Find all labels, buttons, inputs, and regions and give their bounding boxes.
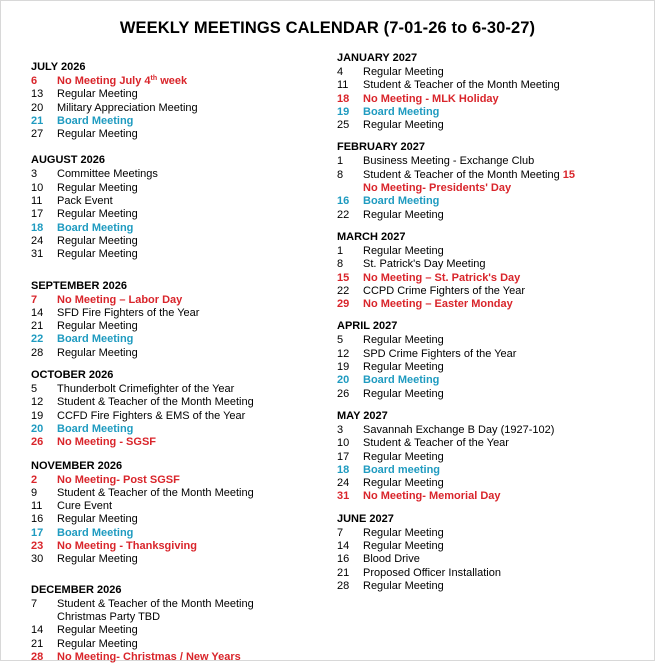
entry-day: 19 <box>31 409 44 422</box>
calendar-entry <box>31 333 331 346</box>
entry-day: 6 <box>31 75 38 87</box>
entry-text-main: Regular Meeting <box>57 320 138 333</box>
month-heading: SEPTEMBER 2026 <box>31 279 127 292</box>
entry-text-main: No Meeting July 4 <box>57 75 151 87</box>
entry-text <box>363 66 647 79</box>
calendar-entry <box>337 66 647 79</box>
calendar-entry <box>337 334 647 347</box>
calendar-entry <box>337 437 647 450</box>
month-heading: FEBRUARY 2027 <box>337 141 426 154</box>
month-heading: AUGUST 2026 <box>31 154 105 167</box>
calendar-entry <box>31 195 331 208</box>
calendar-entry <box>31 294 331 307</box>
entry-day: 16 <box>31 513 44 526</box>
entry-day: 12 <box>337 347 350 360</box>
month-heading: JUNE 2027 <box>337 512 394 525</box>
entry-text-main: Regular Meeting <box>57 248 138 261</box>
calendar-entry <box>337 388 647 401</box>
calendar-entry <box>31 168 331 181</box>
entry-text-main: Regular Meeting <box>57 513 138 526</box>
calendar-entry <box>337 155 647 168</box>
entry-text-main: Regular Meeting <box>363 387 444 400</box>
calendar-entry <box>31 248 331 261</box>
entry-day: 26 <box>337 387 350 400</box>
entry-day: 24 <box>31 234 44 247</box>
month-block-december-2026 <box>31 584 331 664</box>
entry-day: 13 <box>31 88 44 101</box>
entry-day: 17 <box>31 526 44 539</box>
entry-text <box>57 320 331 333</box>
entry-day: 27 <box>31 128 44 141</box>
entry-text-main: No Meeting - SGSF <box>57 436 156 449</box>
entry-text-main: Regular Meeting <box>57 234 138 247</box>
entry-text <box>363 490 647 503</box>
entry-text-main: SPD Crime Fighters of the Year <box>363 347 517 360</box>
entry-text <box>363 169 647 182</box>
calendar-entry <box>337 374 647 387</box>
entry-text <box>57 513 331 526</box>
entry-day: 11 <box>31 195 43 208</box>
month-heading: MARCH 2027 <box>337 230 406 243</box>
calendar-entry <box>337 245 647 258</box>
entry-text-main: No Meeting – Easter Monday <box>363 298 513 311</box>
entry-text-main: Board meeting <box>363 463 441 476</box>
entry-text-main: Regular Meeting <box>363 450 444 463</box>
entry-text <box>363 79 647 92</box>
calendar-entry <box>337 361 647 374</box>
entry-text <box>363 437 647 450</box>
entry-text <box>363 195 647 208</box>
entry-text-main: Savannah Exchange B Day (1927-102) <box>363 423 555 436</box>
calendar-entry <box>31 208 331 221</box>
entry-text <box>57 474 331 487</box>
entry-text <box>363 424 647 437</box>
entry-day: 11 <box>31 500 43 513</box>
entry-text <box>363 348 647 361</box>
entry-day: 7 <box>337 526 344 539</box>
entry-text-main: Board Meeting <box>57 221 134 234</box>
entry-day: 14 <box>31 306 44 319</box>
entry-text-main: Regular Meeting <box>363 208 444 221</box>
entry-text <box>57 294 331 307</box>
entry-text-main: No Meeting- Christmas / New Years <box>57 650 241 663</box>
entry-day: 22 <box>337 284 350 297</box>
entry-day: 22 <box>31 333 44 346</box>
ordinal-suffix: th <box>150 75 158 82</box>
entry-day: 20 <box>31 101 44 114</box>
calendar-entry <box>31 651 331 664</box>
month-heading: JANUARY 2027 <box>337 52 418 64</box>
entry-text-main: Thunderbolt Crimefighter of the Year <box>57 383 235 396</box>
entry-day: 4 <box>337 66 344 78</box>
calendar-entry <box>337 272 647 285</box>
entry-day: 7 <box>31 597 38 610</box>
calendar-entry <box>337 553 647 566</box>
calendar-entry <box>31 102 331 115</box>
calendar-entry <box>31 423 331 436</box>
entry-text-main: Student & Teacher of the Year <box>363 437 509 450</box>
entry-text-main: Committee Meetings <box>57 168 158 181</box>
entry-day: 23 <box>31 540 44 553</box>
calendar-entry <box>337 285 647 298</box>
entry-text-main: SFD Fire Fighters of the Year <box>57 306 200 319</box>
month-block-july-2026 <box>31 61 331 141</box>
entry-text <box>57 487 331 500</box>
entry-text-main: Regular Meeting <box>57 208 138 221</box>
entry-text <box>57 638 331 651</box>
month-block-june-2027 <box>337 513 647 593</box>
entry-text <box>57 235 331 248</box>
month-block-march-2027 <box>337 231 647 311</box>
calendar-entry <box>31 410 331 423</box>
entry-day: 21 <box>31 114 44 127</box>
calendar-entry <box>31 436 331 449</box>
calendar-entry <box>337 540 647 553</box>
month-heading: DECEMBER 2026 <box>31 583 122 596</box>
entry-text-main: Regular Meeting <box>363 540 444 553</box>
entry-text-main: Regular Meeting <box>363 477 444 490</box>
entry-text <box>363 527 647 540</box>
entry-text-main: Student & Teacher of the Month Meeting <box>57 597 254 610</box>
entry-text <box>57 540 331 553</box>
entry-text-main: Board Meeting <box>363 195 440 208</box>
entry-day: 8 <box>337 258 344 271</box>
entry-day: 18 <box>337 463 350 476</box>
month-block-october-2026 <box>31 369 331 449</box>
calendar-entry <box>31 474 331 487</box>
entry-text-main: Regular Meeting <box>57 181 138 194</box>
entry-text-main: Board Meeting <box>363 374 440 387</box>
month-heading: NOVEMBER 2026 <box>31 459 123 472</box>
calendar-entry <box>337 93 647 106</box>
entry-day: 20 <box>337 374 350 387</box>
entry-text-main: No Meeting – St. Patrick's Day <box>363 271 521 284</box>
calendar-entry <box>31 624 331 637</box>
month-block-november-2026 <box>31 460 331 567</box>
calendar-entry <box>337 348 647 361</box>
calendar-entry <box>337 169 647 182</box>
calendar-entry <box>337 298 647 311</box>
entry-text-main: Student & Teacher of the Month Meeting <box>57 396 254 409</box>
entry-day: 14 <box>31 624 44 637</box>
entry-text <box>363 106 647 119</box>
calendar-entry <box>31 347 331 360</box>
entry-text <box>363 464 647 477</box>
calendar-entry <box>31 638 331 651</box>
entry-text-main: Regular Meeting <box>363 119 444 132</box>
entry-day: 18 <box>31 221 44 234</box>
calendar-entry <box>31 553 331 566</box>
entry-day: 5 <box>337 334 344 347</box>
month-heading: JULY 2026 <box>31 61 86 73</box>
entry-text-main: Regular Meeting <box>57 88 138 101</box>
entry-text-main: Regular Meeting <box>363 579 444 592</box>
calendar-entry <box>31 500 331 513</box>
entry-day: 1 <box>337 155 344 168</box>
entry-text <box>57 115 331 128</box>
entry-day: 5 <box>31 383 38 396</box>
right-column <box>337 52 647 593</box>
entry-text-main: Regular Meeting <box>57 128 138 141</box>
calendar-entry <box>31 320 331 333</box>
entry-text-main: No Meeting – Labor Day <box>57 293 183 306</box>
month-block-april-2027 <box>337 320 647 400</box>
entry-day: 14 <box>337 540 350 553</box>
calendar-entry <box>31 487 331 500</box>
entry-text-main: Board Meeting <box>57 333 134 346</box>
month-block-august-2026 <box>31 154 331 261</box>
entry-day: 19 <box>337 361 350 374</box>
calendar-entry <box>31 88 331 101</box>
entry-text-main: No Meeting- Post SGSF <box>57 473 180 486</box>
entry-text-main: Blood Drive <box>363 553 420 566</box>
entry-text <box>57 168 331 181</box>
calendar-entry <box>31 513 331 526</box>
entry-text-main: No Meeting - MLK Holiday <box>363 92 499 105</box>
entry-text-main: Student & Teacher of the Month Meeting <box>363 168 563 181</box>
calendar-entry <box>31 383 331 396</box>
calendar-entry <box>31 527 331 540</box>
entry-text <box>57 500 331 513</box>
calendar-entry <box>337 209 647 222</box>
entry-text <box>57 624 331 637</box>
entry-day: 28 <box>337 579 350 592</box>
left-column <box>31 61 331 664</box>
entry-text <box>57 333 331 346</box>
entry-text-main: Regular Meeting <box>57 624 138 637</box>
entry-day-inline: 15 <box>562 168 576 181</box>
entry-day: 31 <box>337 490 350 503</box>
calendar-entry <box>31 598 331 611</box>
entry-day: 8 <box>337 168 344 181</box>
entry-text <box>57 436 331 449</box>
entry-text-main: Military Appreciation Meeting <box>57 101 198 114</box>
entry-text <box>363 567 647 580</box>
calendar-entry <box>31 307 331 320</box>
entry-text <box>57 347 331 360</box>
entry-text <box>57 248 331 261</box>
entry-day: 20 <box>31 422 44 435</box>
entry-day: 24 <box>337 477 350 490</box>
entry-day: 25 <box>337 119 350 132</box>
calendar-entry <box>31 75 331 88</box>
month-heading: MAY 2027 <box>337 409 388 422</box>
entry-day: 16 <box>337 195 350 208</box>
calendar-entry <box>337 258 647 271</box>
calendar-entry <box>337 567 647 580</box>
entry-continuation-no-meeting: No Meeting- Presidents' Day <box>363 182 512 195</box>
entry-text <box>57 423 331 436</box>
entry-text <box>57 88 331 101</box>
calendar-entry <box>31 128 331 141</box>
entry-text <box>363 374 647 387</box>
entry-text-main: Board Meeting <box>57 114 134 127</box>
entry-text <box>363 155 647 168</box>
entry-text <box>57 182 331 195</box>
entry-text-main: Student & Teacher of the Month Meeting <box>363 79 560 92</box>
calendar-entry <box>31 222 331 235</box>
calendar-entry <box>31 182 331 195</box>
entry-text <box>57 383 331 396</box>
entry-text <box>57 75 331 88</box>
entry-text-main: No Meeting- Memorial Day <box>363 490 501 503</box>
entry-day: 17 <box>337 450 350 463</box>
entry-text-main: Cure Event <box>57 500 113 513</box>
calendar-entry <box>337 119 647 132</box>
entry-text <box>57 598 331 611</box>
entry-day: 9 <box>31 486 38 499</box>
month-block-february-2027 <box>337 141 647 221</box>
entry-day: 18 <box>337 92 350 105</box>
entry-day: 26 <box>31 436 44 449</box>
entry-text-main: St. Patrick's Day Meeting <box>363 258 486 271</box>
entry-text-main: Regular Meeting <box>363 244 444 257</box>
entry-text-main: CCFD Fire Fighters & EMS of the Year <box>57 409 246 422</box>
entry-text <box>57 128 331 141</box>
entry-day: 21 <box>31 637 44 650</box>
calendar-entry <box>337 195 647 208</box>
month-block-may-2027 <box>337 410 647 504</box>
entry-text <box>363 451 647 464</box>
entry-day: 29 <box>337 298 350 311</box>
month-heading: APRIL 2027 <box>337 320 398 333</box>
entry-text-main: Board Meeting <box>57 526 134 539</box>
entry-text <box>57 195 331 208</box>
entry-day: 11 <box>337 79 349 92</box>
entry-text-main: Student & Teacher of the Month Meeting <box>57 486 254 499</box>
calendar-entry <box>337 464 647 477</box>
entry-text <box>57 222 331 235</box>
entry-text <box>363 285 647 298</box>
entry-text-main: CCPD Crime Fighters of the Year <box>363 284 526 297</box>
entry-day: 12 <box>31 396 44 409</box>
entry-text-main: Board Meeting <box>57 422 134 435</box>
entry-day: 2 <box>31 473 38 486</box>
entry-day: 16 <box>337 553 350 566</box>
entry-text <box>363 298 647 311</box>
calendar-entry <box>31 540 331 553</box>
entry-text-main: Regular Meeting <box>57 553 138 566</box>
entry-text-main: Regular Meeting <box>363 334 444 347</box>
entry-day: 28 <box>31 650 44 663</box>
entry-text <box>57 102 331 115</box>
entry-text-main: Regular Meeting <box>363 66 444 78</box>
entry-continuation: Christmas Party TBD <box>57 610 161 623</box>
calendar-entry <box>337 106 647 119</box>
entry-text <box>57 553 331 566</box>
entry-text-main: Regular Meeting <box>57 346 138 359</box>
entry-day: 28 <box>31 346 44 359</box>
month-block-september-2026 <box>31 280 331 360</box>
entry-text <box>363 119 647 132</box>
entry-text-main: Regular Meeting <box>57 637 138 650</box>
calendar-entry <box>337 580 647 593</box>
entry-text-tail: week <box>157 75 188 87</box>
entry-text-main: Regular Meeting <box>363 361 444 374</box>
entry-text-main: Proposed Officer Installation <box>363 566 501 579</box>
entry-text <box>57 651 331 664</box>
entry-day: 3 <box>31 168 38 181</box>
entry-text <box>363 258 647 271</box>
entry-text <box>363 540 647 553</box>
entry-text <box>363 477 647 490</box>
calendar-entry <box>337 490 647 503</box>
entry-text-main: Board Meeting <box>363 105 440 118</box>
month-block-january-2027 <box>337 52 647 132</box>
entry-text <box>363 361 647 374</box>
calendar-entry <box>31 115 331 128</box>
entry-text <box>363 209 647 222</box>
calendar-entry <box>337 477 647 490</box>
calendar-entry <box>31 235 331 248</box>
entry-text <box>363 93 647 106</box>
entry-day: 17 <box>31 208 44 221</box>
calendar-entry <box>337 424 647 437</box>
entry-text-main: No Meeting - Thanksgiving <box>57 540 197 553</box>
entry-text <box>363 553 647 566</box>
page-title: WEEKLY MEETINGS CALENDAR (7-01-26 to 6-30-27) <box>119 19 536 37</box>
entry-day: 22 <box>337 208 350 221</box>
entry-text <box>363 388 647 401</box>
entry-text <box>57 527 331 540</box>
entry-text <box>363 334 647 347</box>
entry-text <box>57 396 331 409</box>
entry-day: 3 <box>337 423 344 436</box>
entry-day: 19 <box>337 105 350 118</box>
entry-text-main: Business Meeting - Exchange Club <box>363 155 535 168</box>
entry-text <box>363 272 647 285</box>
entry-day: 1 <box>337 244 344 257</box>
entry-text <box>57 307 331 320</box>
entry-text <box>363 580 647 593</box>
calendar-entry <box>337 79 647 92</box>
calendar-entry <box>337 527 647 540</box>
entry-day: 15 <box>337 271 350 284</box>
entry-text <box>363 245 647 258</box>
entry-day: 10 <box>31 181 44 194</box>
entry-text <box>57 410 331 423</box>
calendar-entry <box>31 396 331 409</box>
entry-day: 21 <box>337 566 350 579</box>
entry-text-main: Pack Event <box>57 195 113 208</box>
entry-day: 21 <box>31 320 44 333</box>
calendar-entry <box>337 451 647 464</box>
entry-text <box>57 208 331 221</box>
entry-day: 30 <box>31 553 44 566</box>
entry-day: 7 <box>31 293 38 306</box>
entry-day: 31 <box>31 248 44 261</box>
entry-text-main: Regular Meeting <box>363 526 444 539</box>
entry-day: 10 <box>337 437 350 450</box>
month-heading: OCTOBER 2026 <box>31 369 114 382</box>
